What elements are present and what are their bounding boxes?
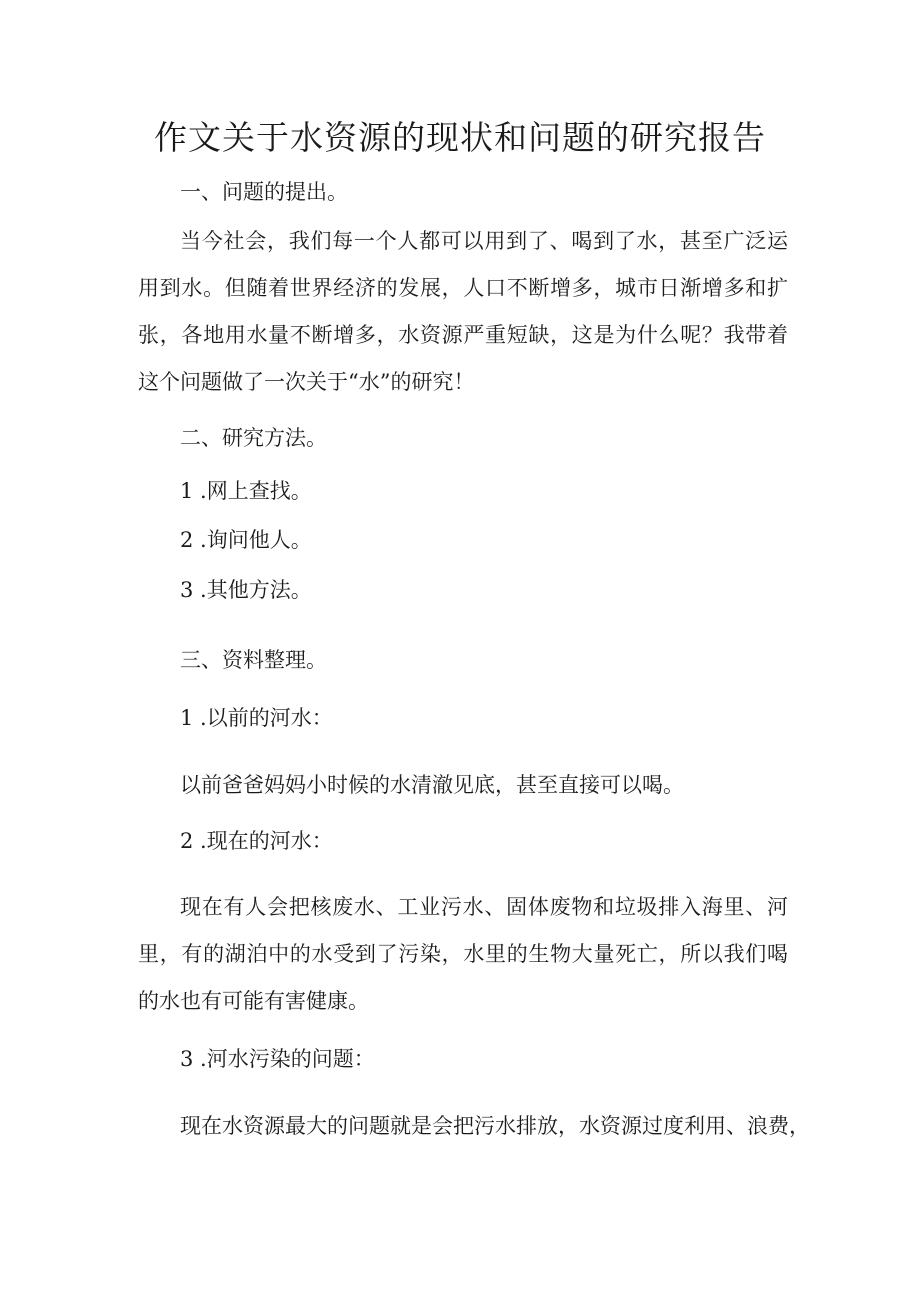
section-heading-data: 三、资料整理。 (180, 648, 327, 672)
item-text-current-river: 现在有人会把核废水、工业污水、固体废物和垃圾排入海里、河里，有的湖泊中的水受到了污染，水里的生物大量死亡，所以我们喝的水也有可能有害健康。 (138, 895, 788, 1013)
intro-paragraph: 当今社会，我们每一个人都可以用到了、喝到了水，甚至广泛运用到水。但随着世界经济的发展，人口不断增多，城市日渐增多和扩张，各地用水量不断增多，水资源严重短缺，这是为什么呢？我带着这个问题做了一次关于“水”的研究！ (138, 229, 788, 394)
section-heading-problem: 一、问题的提出。 (180, 180, 348, 204)
method-item: 2 .询问他人。 (180, 528, 312, 552)
item-heading-pollution-problem: 3 .河水污染的问题： (180, 1047, 375, 1071)
method-item: 1 .网上查找。 (180, 479, 312, 503)
item-text-past-river: 以前爸爸妈妈小时候的水清澈见底，甚至直接可以喝。 (180, 773, 684, 797)
document-title: 作文关于水资源的现状和问题的研究报告 (154, 118, 766, 157)
section-heading-methods: 二、研究方法。 (180, 426, 327, 450)
method-item: 3 .其他方法。 (180, 578, 312, 602)
item-heading-current-river: 2 .现在的河水： (180, 829, 333, 853)
item-text-pollution-problem: 现在水资源最大的问题就是会把污水排放，水资源过度利用、浪费， (180, 1114, 810, 1138)
item-heading-past-river: 1 .以前的河水： (180, 706, 333, 730)
